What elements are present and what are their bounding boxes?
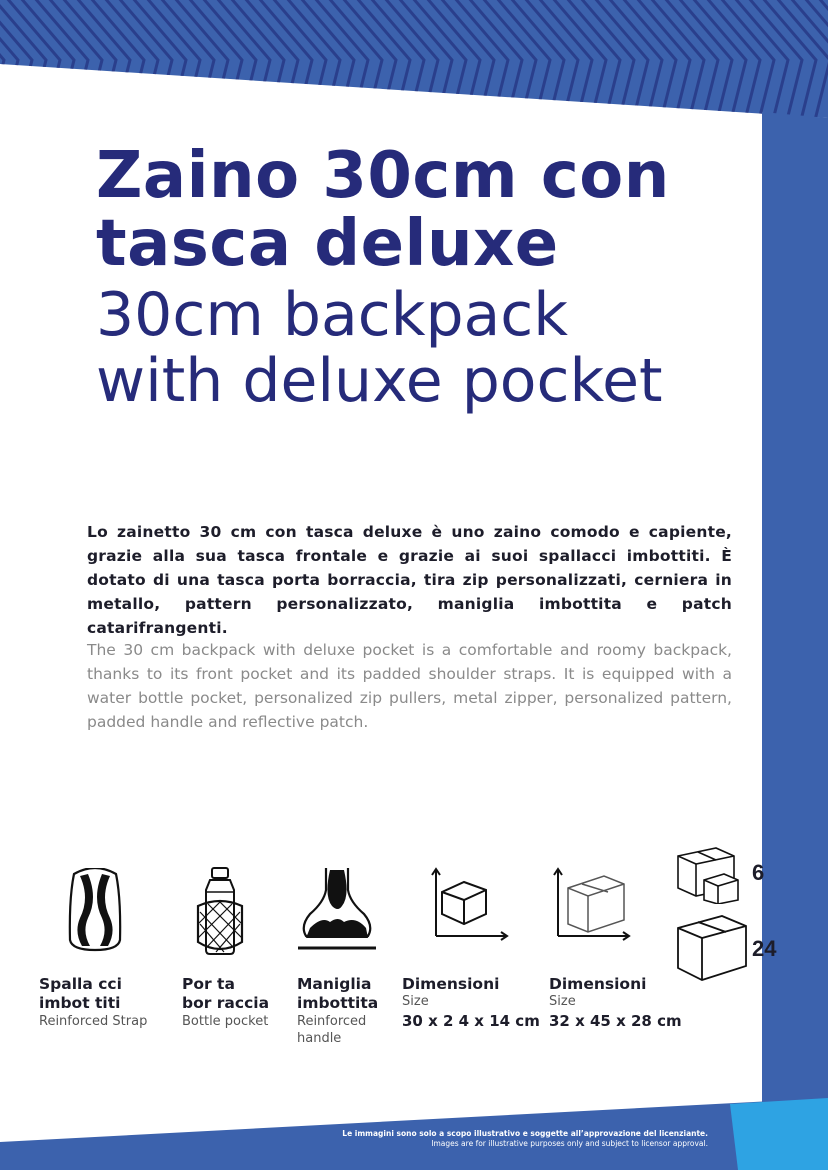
disclaimer-english: Images are for illustrative purposes only and subject to licensor approval. [431,1139,708,1148]
feature-label: Dimensioni [549,975,647,993]
disclaimer [342,1129,708,1149]
feature-straps [39,975,147,1030]
feature-sub: Bottle pocket [182,1014,269,1029]
title-italian-line-2: tasca deluxe [96,207,559,281]
inner-quantity: 6 [752,860,765,885]
title-english [96,282,796,414]
disclaimer-italian: Le immagini sono solo a scopo illustrativo e soggette all’approvazione del licenziante. [342,1129,708,1138]
product-box-icon [430,866,510,942]
feature-carton-size [549,975,682,1032]
size-label: Size [549,994,576,1009]
size-value: 30 x 2 4 x 14 cm [402,1012,540,1030]
feature-label: Dimensioni [402,975,500,993]
padded-handle-icon [296,866,378,952]
title-italian-line-1: Zaino 30cm con [96,139,670,213]
size-label: Size [402,994,429,1009]
feature-label: Por ta bor raccia [182,975,270,1012]
backpack-straps-icon [66,868,124,952]
feature-sub: Reinforced Strap [39,1014,148,1029]
title-english-line-2: with deluxe pocket [96,346,663,416]
feature-handle [297,975,378,1047]
bottle-pocket-icon [194,866,246,956]
title-english-line-1: 30cm backpack [96,280,569,350]
title-italian [96,139,796,281]
feature-label: Maniglia imbottita [297,975,379,1012]
size-value: 32 x 45 x 28 cm [549,1012,682,1030]
bottom-accent [730,1098,828,1170]
feature-sub: Reinforced handle [297,1014,367,1046]
outer-carton-icon [676,912,748,984]
description-italian: Lo zainetto 30 cm con tasca deluxe è uno zaino comodo e capiente, grazie alla sua tasca frontale e grazie ai suoi spallacci imbottiti. È dotato di una tasca porta borraccia, tira zip personalizzati, cerniera in metallo, pattern personalizzato, maniglia imbottita e patch catarifrangenti. [87,523,732,637]
feature-bottle-pocket [182,975,269,1030]
description-english: The 30 cm backpack with deluxe pocket is a comfortable and roomy backpack, thanks to its front pocket and its padded shoulder straps. It is equipped with a water bottle pocket, personalized zip pullers, metal zipper, personalized pattern, padded handle and reflective patch. [87,641,732,731]
outer-quantity: 24 [752,936,777,961]
feature-product-size [402,975,540,1032]
top-stripe-pattern [0,0,828,140]
feature-label: Spalla cci imbot titi [39,975,122,1012]
carton-box-icon [552,866,632,942]
inner-carton-icon [676,846,742,904]
